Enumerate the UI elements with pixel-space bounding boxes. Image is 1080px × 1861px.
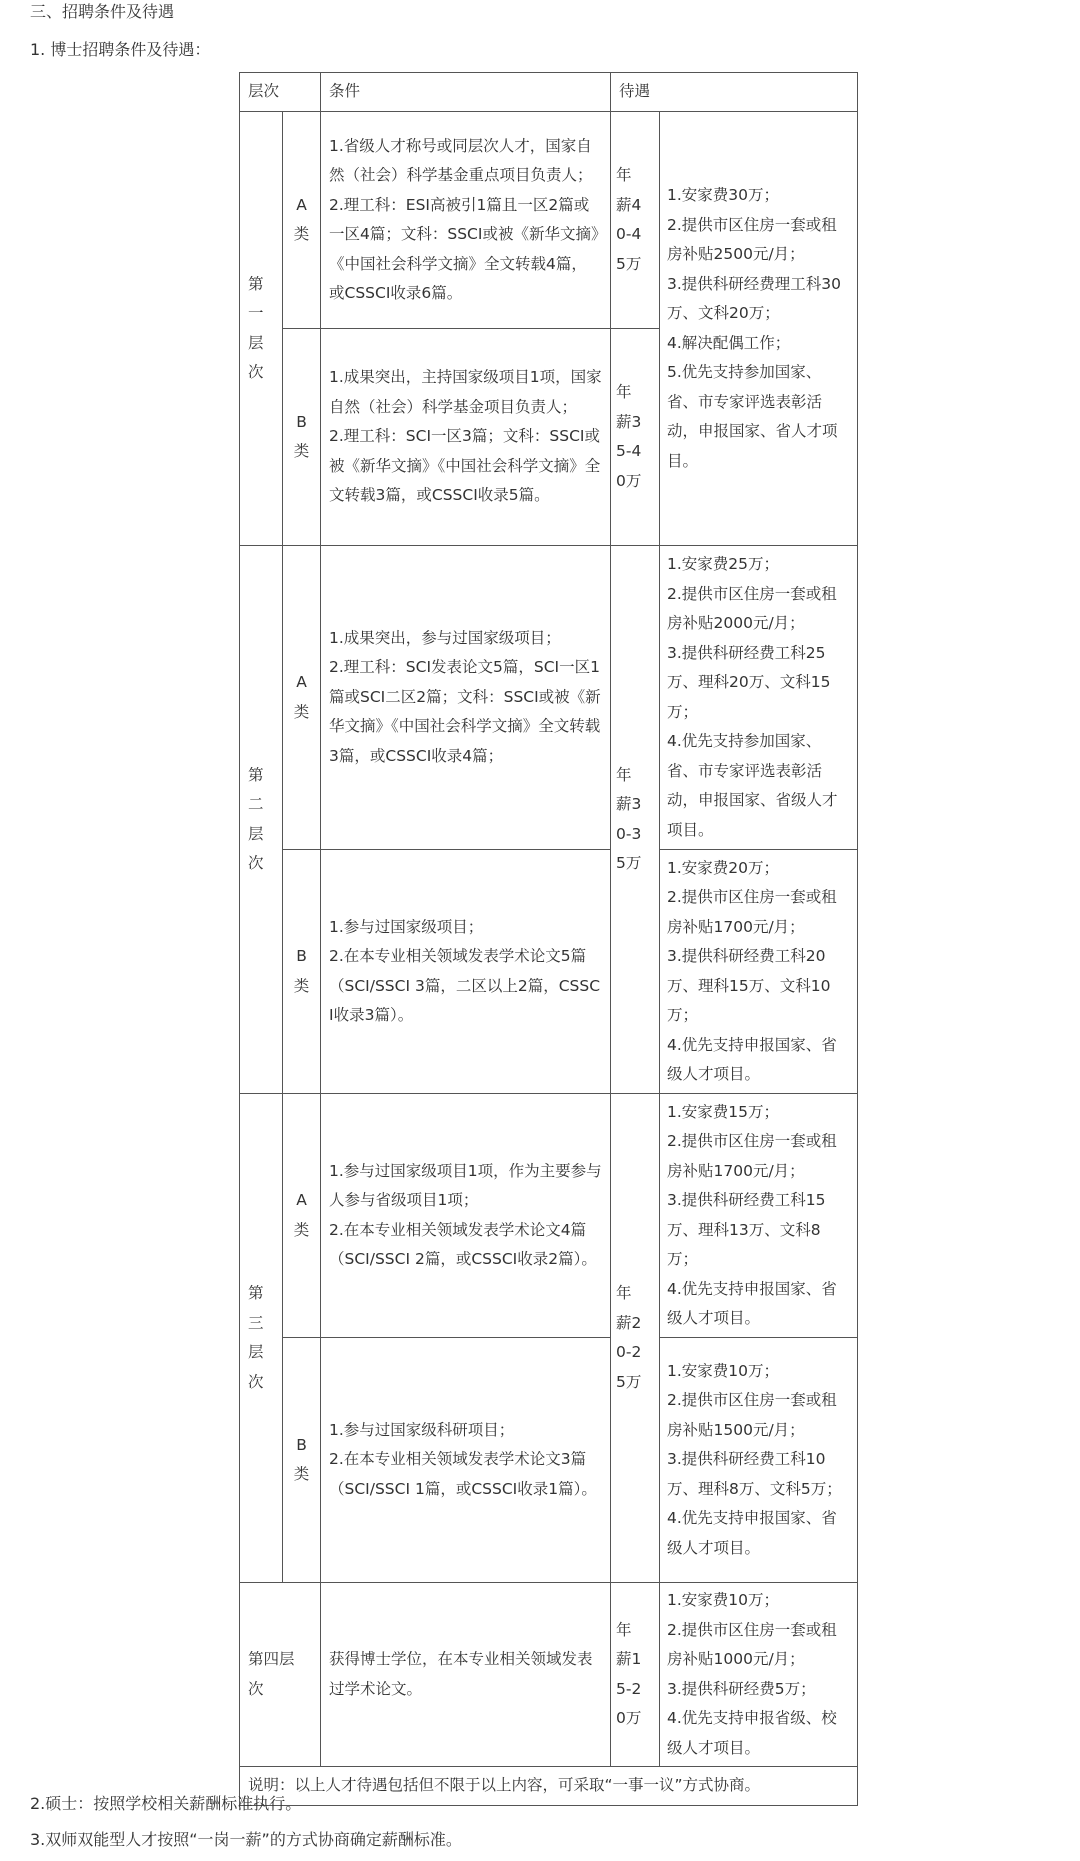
tier2-level: 第 二 层 次	[240, 546, 283, 1094]
tier2-salary: 年 薪3 0-3 5万	[611, 546, 660, 1094]
section-heading: 三、招聘条件及待遇	[30, 2, 175, 21]
tier2-b-category: B 类	[283, 850, 321, 1094]
table-note-row	[240, 1767, 858, 1806]
tier1-level: 第 一 层 次	[240, 112, 283, 546]
tier2-b-benefits: 1.安家费20万； 2.提供市区住房一套或租房补贴1700元/月； 3.提供科研经费工科20万、理科15万、文科10万； 4.优先支持申报国家、省级人才项目。	[660, 850, 858, 1094]
tier2-b-conditions: 1.参与过国家级项目； 2.在本专业相关领域发表学术论文5篇（SCI/SSCI 3篇，二区以上2篇，CSSCI收录3篇）。	[321, 850, 611, 1094]
tier2-a-category: A 类	[283, 546, 321, 850]
header-treatment: 待遇	[611, 73, 858, 112]
header-level: 层次	[240, 73, 321, 112]
tier1-b-salary: 年 薪3 5-4 0万	[611, 329, 660, 546]
table-header-row	[240, 73, 858, 112]
subsection-master-text: 2.硕士：按照学校相关薪酬标准执行。	[30, 1794, 302, 1813]
subsection-phd-heading: 1. 博士招聘条件及待遇：	[30, 40, 211, 59]
tier4-conditions: 获得博士学位，在本专业相关领域发表过学术论文。	[321, 1583, 611, 1767]
tier1-a-salary: 年 薪4 0-4 5万	[611, 112, 660, 329]
table-row	[240, 546, 858, 850]
table-row	[240, 1338, 858, 1583]
table-row	[240, 112, 858, 329]
tier3-a-benefits: 1.安家费15万； 2.提供市区住房一套或租房补贴1700元/月； 3.提供科研经费工科15万、理科13万、文科8万； 4.优先支持申报国家、省级人才项目。	[660, 1094, 858, 1338]
tier4-level: 第四层 次	[240, 1583, 321, 1767]
tier1-a-conditions: 1.省级人才称号或同层次人才，国家自然（社会）科学基金重点项目负责人； 2.理工科：ESI高被引1篇且一区2篇或一区4篇；文科：SSCI或被《新华文摘》《中国社会科学文摘》全文转载4篇，或CSSCI收录6篇。	[321, 112, 611, 329]
tier1-b-category: B 类	[283, 329, 321, 546]
table-row	[240, 850, 858, 1094]
subsection-dual-teacher-text: 3.双师双能型人才按照“一岗一薪”的方式协商确定薪酬标准。	[30, 1830, 462, 1849]
tier3-a-conditions: 1.参与过国家级项目1项，作为主要参与人参与省级项目1项； 2.在本专业相关领域发表学术论文4篇（SCI/SSCI 2篇，或CSSCI收录2篇）。	[321, 1094, 611, 1338]
tier3-level: 第 三 层 次	[240, 1094, 283, 1583]
tier1-benefits: 1.安家费30万； 2.提供市区住房一套或租房补贴2500元/月； 3.提供科研经费理工科30万、文科20万； 4.解决配偶工作； 5.优先支持参加国家、省、市专家评选表彰活动，申报国家、省人才项目。	[660, 112, 858, 546]
table-note: 说明：以上人才待遇包括但不限于以上内容，可采取“一事一议”方式协商。	[240, 1767, 858, 1806]
table-row	[240, 1583, 858, 1767]
tier3-b-benefits: 1.安家费10万； 2.提供市区住房一套或租房补贴1500元/月； 3.提供科研经费工科10万、理科8万、文科5万； 4.优先支持申报国家、省级人才项目。	[660, 1338, 858, 1583]
tier1-b-conditions: 1.成果突出，主持国家级项目1项，国家自然（社会）科学基金项目负责人； 2.理工科：SCI一区3篇；文科：SSCI或被《新华文摘》《中国社会科学文摘》全文转载3篇，或CSSCI收录5篇。	[321, 329, 611, 546]
tier3-b-category: B 类	[283, 1338, 321, 1583]
tier4-salary: 年 薪1 5-2 0万	[611, 1583, 660, 1767]
tier1-a-category: A 类	[283, 112, 321, 329]
header-conditions: 条件	[321, 73, 611, 112]
tier2-a-benefits: 1.安家费25万； 2.提供市区住房一套或租房补贴2000元/月； 3.提供科研经费工科25万、理科20万、文科15万； 4.优先支持参加国家、省、市专家评选表彰活动，申报国家、省级人才项目。	[660, 546, 858, 850]
tier3-a-category: A 类	[283, 1094, 321, 1338]
tier3-salary: 年 薪2 0-2 5万	[611, 1094, 660, 1583]
tier4-benefits: 1.安家费10万； 2.提供市区住房一套或租房补贴1000元/月； 3.提供科研经费5万； 4.优先支持申报省级、校级人才项目。	[660, 1583, 858, 1767]
table-row	[240, 1094, 858, 1338]
tier3-b-conditions: 1.参与过国家级科研项目； 2.在本专业相关领域发表学术论文3篇（SCI/SSCI 1篇，或CSSCI收录1篇）。	[321, 1338, 611, 1583]
tier2-a-conditions: 1.成果突出，参与过国家级项目； 2.理工科：SCI发表论文5篇，SCI一区1篇或SCI二区2篇；文科：SSCI或被《新华文摘》《中国社会科学文摘》全文转载3篇，或CSSCI收录4篇；	[321, 546, 611, 850]
recruitment-table	[239, 72, 858, 1806]
